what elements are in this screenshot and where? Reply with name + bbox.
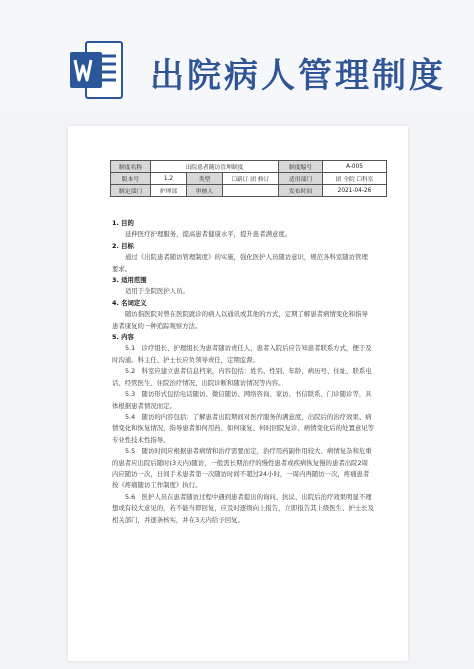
meta-value-cell: 1.2 [151, 173, 187, 185]
policy-meta-table [110, 160, 387, 197]
section-heading: 1. 目的 [112, 219, 134, 227]
meta-value-cell [223, 185, 279, 197]
meta-row [111, 173, 387, 185]
meta-label-cell: 发布时间 [279, 185, 323, 197]
meta-label-cell: 制度名称 [111, 161, 151, 173]
document-page [68, 126, 408, 661]
document-body [112, 218, 374, 526]
meta-label-cell: 制度编号 [279, 161, 323, 173]
body-paragraph: 适用于全院医护人员。 [125, 287, 189, 296]
body-paragraph: 通过《出院患者随访管理制度》的实施，强化医护人员随访意识，规范各科室随访管理要求。 [112, 253, 368, 273]
body-paragraph: 5.6 医护人员在患者随访过程中遇到患者提出的询问、抗议、出院后治疗效果明显不理想或有较大意见的，若不能当即回复，应及时逐级向上报告，立即报告其上级医生、护士长及相关部门，并逐条核实，并在3天内给予回复。 [112, 492, 375, 524]
title-banner [0, 0, 474, 112]
meta-label-cell: 类型 [187, 173, 223, 185]
meta-value-cell: 2021-04-26 [323, 185, 387, 197]
body-paragraph: 5.3 随访形式包括电话随访、微信随访、网络咨询、家访、书信联系、门诊随诊等，具体根据患者情况而定。 [112, 390, 372, 410]
meta-value-cell: 出院患者随访管理制度 [151, 161, 279, 173]
meta-value-cell: A-005 [323, 161, 387, 173]
body-paragraph: 延伸医疗护理服务，提高患者健康水平，提升患者满意度。 [125, 230, 292, 239]
meta-value-cell: 护理部 [151, 185, 187, 197]
meta-row [111, 185, 387, 197]
meta-label-cell: 版本号 [111, 173, 151, 185]
section-heading: 3. 适用范围 [112, 276, 147, 285]
body-paragraph: 5.5 随访时间应根据患者病情和治疗需要而定，治疗用药副作用较大、病情复杂和危重的患者应出院后随时(3天内)随访，一般需长期治疗的慢性患者或疾病恢复慢的患者出院2周内应随访一次，日间手术患者第一次随访时间不超过24小时，一周内再随访一次，疼痛患者按《疼痛随访工作制度》执行。 [112, 447, 372, 490]
meta-row [111, 161, 387, 173]
section-heading: 5. 内容 [112, 333, 134, 342]
banner-title: 出院病人管理制度 [150, 56, 446, 96]
meta-label-cell: 适用部门 [279, 173, 323, 185]
body-paragraph: 5.4 随访的内容包括：了解患者出院期间对医疗服务的满意度，出院后的治疗效果、病情变化和恢复情况，指导患者如何用药、如何康复、何时回院复诊、病情变化后的处置意见等专业性技术性指导。 [112, 412, 375, 444]
section-heading: 2. 目标 [112, 241, 134, 250]
meta-value-cell: ☐新订 团 修订 [223, 173, 279, 185]
meta-value-cell: 团 全院 ☐科室 [323, 173, 387, 185]
word-document-icon [70, 40, 124, 100]
body-paragraph: 5.1 诊疗组长、护理组长为患者随访责任人，患者入院后应告知患者联系方式，便于及时沟通。科主任、护士长应负领导责任，定期监督。 [112, 344, 372, 364]
body-paragraph: 随访指医院对曾在医院就诊的病人以通讯或其他的方式，定期了解患者病情变化和指导患者康复的一种追踪观察方法。 [112, 310, 368, 330]
meta-label-cell: 制定部门 [111, 185, 151, 197]
meta-label-cell: 审核人 [187, 185, 223, 197]
body-paragraph: 5.2 科室应建立患者信息档案，内容包括：姓名、性别、年龄、病历号、住址、联系电话、经管医生、住院治疗情况、出院诊断和随访情况等内容。 [112, 367, 372, 387]
section-heading: 4. 名词定义 [112, 298, 147, 307]
